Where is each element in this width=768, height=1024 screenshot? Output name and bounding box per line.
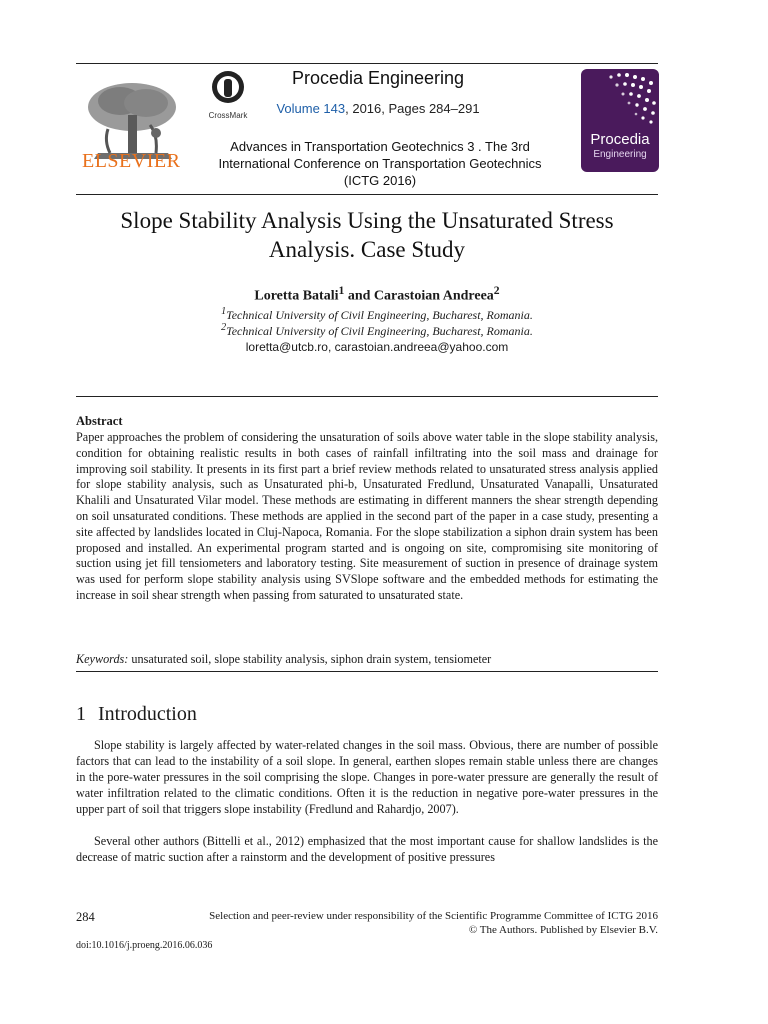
doi-link[interactable]: doi:10.1016/j.proeng.2016.06.036: [76, 940, 213, 951]
conference-line-3: (ICTG 2016): [343, 173, 417, 188]
keywords-line: [76, 652, 658, 667]
authors-line: [100, 284, 654, 305]
conference-info: [200, 138, 560, 189]
badge-subtitle: Engineering: [593, 149, 647, 160]
crossmark-label: CrossMark: [208, 111, 248, 120]
affil-2-sup: 2: [221, 322, 227, 333]
keywords-text: unsaturated soil, slope stability analysis, siphon drain system, tensiometer: [128, 652, 492, 666]
title-line-2: Analysis. Case Study: [268, 237, 466, 262]
section-number: 1: [76, 703, 86, 725]
section-heading: [76, 703, 197, 726]
volume-pages: , 2016, Pages 284–291: [345, 101, 480, 116]
abstract-body: Paper approaches the problem of considering the unsaturation of soils above water table in the slope stability analysis, condition for obtaining realistic results in both cases of rainfall infiltrating into the soil mass and drainage for improving soil stability. It presents in its first part a brief review methods related to unsaturated stress analysis applied for slope stability analysis, such as Unsaturated phi-b, Unsaturated Fredlund, Unsaturated Vanapalli, Unsaturated Khalili and Unsaturated Vilar model. These methods are estimating in different manners the shear strength depending on soil unsaturated conditions. These methods are applied in the second part of the paper in a case study, presenting a site affected by landslides located in Cluj-Napoca, Romania. For the slope stabilization a siphon drain system has been proposed and installed. An experimental program started and is ongoing on site, compromising site monitoring of suction using jet fill tensiometers and laboratory testing. Site measurement of suction in presence of drainage system was used for perform slope stability analysis using SVSlope software and the embedded methods for estimating the increase in soil shear strength when passing from saturated to unsaturated state.: [76, 430, 658, 602]
author-1-sup: 1: [338, 284, 345, 297]
footer-peer-review: Selection and peer-review under responsibility of the Scientific Programme Committee of ICTG 2016: [209, 910, 658, 922]
conference-line-2: International Conference on Transportation Geotechnics: [218, 156, 542, 171]
badge-title: Procedia: [590, 131, 650, 148]
affil-2-text: Technical University of Civil Engineering, Bucharest, Romania.: [226, 324, 533, 338]
title-line-1: Slope Stability Analysis Using the Unsaturated Stress: [120, 208, 614, 233]
author-2: and Carastoian Andreea: [344, 288, 494, 304]
crossmark-icon: [211, 70, 245, 104]
intro-paragraph-2: Several other authors (Bittelli et al., 2012) emphasized that the most important cause for shallow landslides is the decrease of matric suction after a rainstorm and the development of positive pressures: [76, 834, 658, 864]
page-number: 284: [76, 910, 95, 924]
elsevier-wordmark: ELSEVIER: [82, 150, 181, 172]
dots-pattern-icon: [581, 69, 659, 129]
header-bottom-rule: [76, 194, 658, 195]
footer-copyright: © The Authors. Published by Elsevier B.V.: [468, 924, 658, 936]
abstract-bottom-rule: [76, 671, 658, 672]
affil-1-sup: 1: [221, 306, 227, 317]
intro-paragraph-1: Slope stability is largely affected by water-related changes in the soil mass. Obvious, there are number of possible factors that can lead to the instability of a soil slope. In general, earthen slopes remain stable unless there are changes in the pore-water pressures in the soil comprising the slope. Changes in pore-water pressure are generally the result of water infiltration related to the climatic conditions. Often it is the reduction in negative pore-water pressures in the upper part of soil that triggers slope instability (Fredlund and Rahardjo, 2007).: [76, 738, 658, 816]
volume-link[interactable]: Volume 143: [276, 101, 346, 116]
keywords-label: Keywords:: [76, 652, 129, 666]
abstract-top-rule: [76, 396, 658, 397]
author-1: Loretta Batali: [254, 288, 339, 304]
journal-name: Procedia Engineering: [291, 68, 465, 88]
author-emails: loretta@utcb.ro, carastoian.andreea@yahoo.com: [245, 340, 509, 354]
crossmark-badge[interactable]: [205, 70, 251, 120]
affil-1-text: Technical University of Civil Engineering, Bucharest, Romania.: [226, 308, 533, 322]
header-top-rule: [76, 63, 658, 64]
affiliation-2: [100, 322, 654, 339]
volume-line: [258, 101, 498, 116]
author-2-sup: 2: [493, 284, 500, 297]
section-title: Introduction: [98, 703, 197, 725]
abstract-heading: Abstract: [76, 414, 123, 428]
conference-line-1: Advances in Transportation Geotechnics 3 . The 3rd: [230, 139, 530, 154]
affiliation-1: [100, 306, 654, 323]
paper-title: [60, 206, 674, 264]
procedia-cover-badge: [581, 69, 659, 172]
